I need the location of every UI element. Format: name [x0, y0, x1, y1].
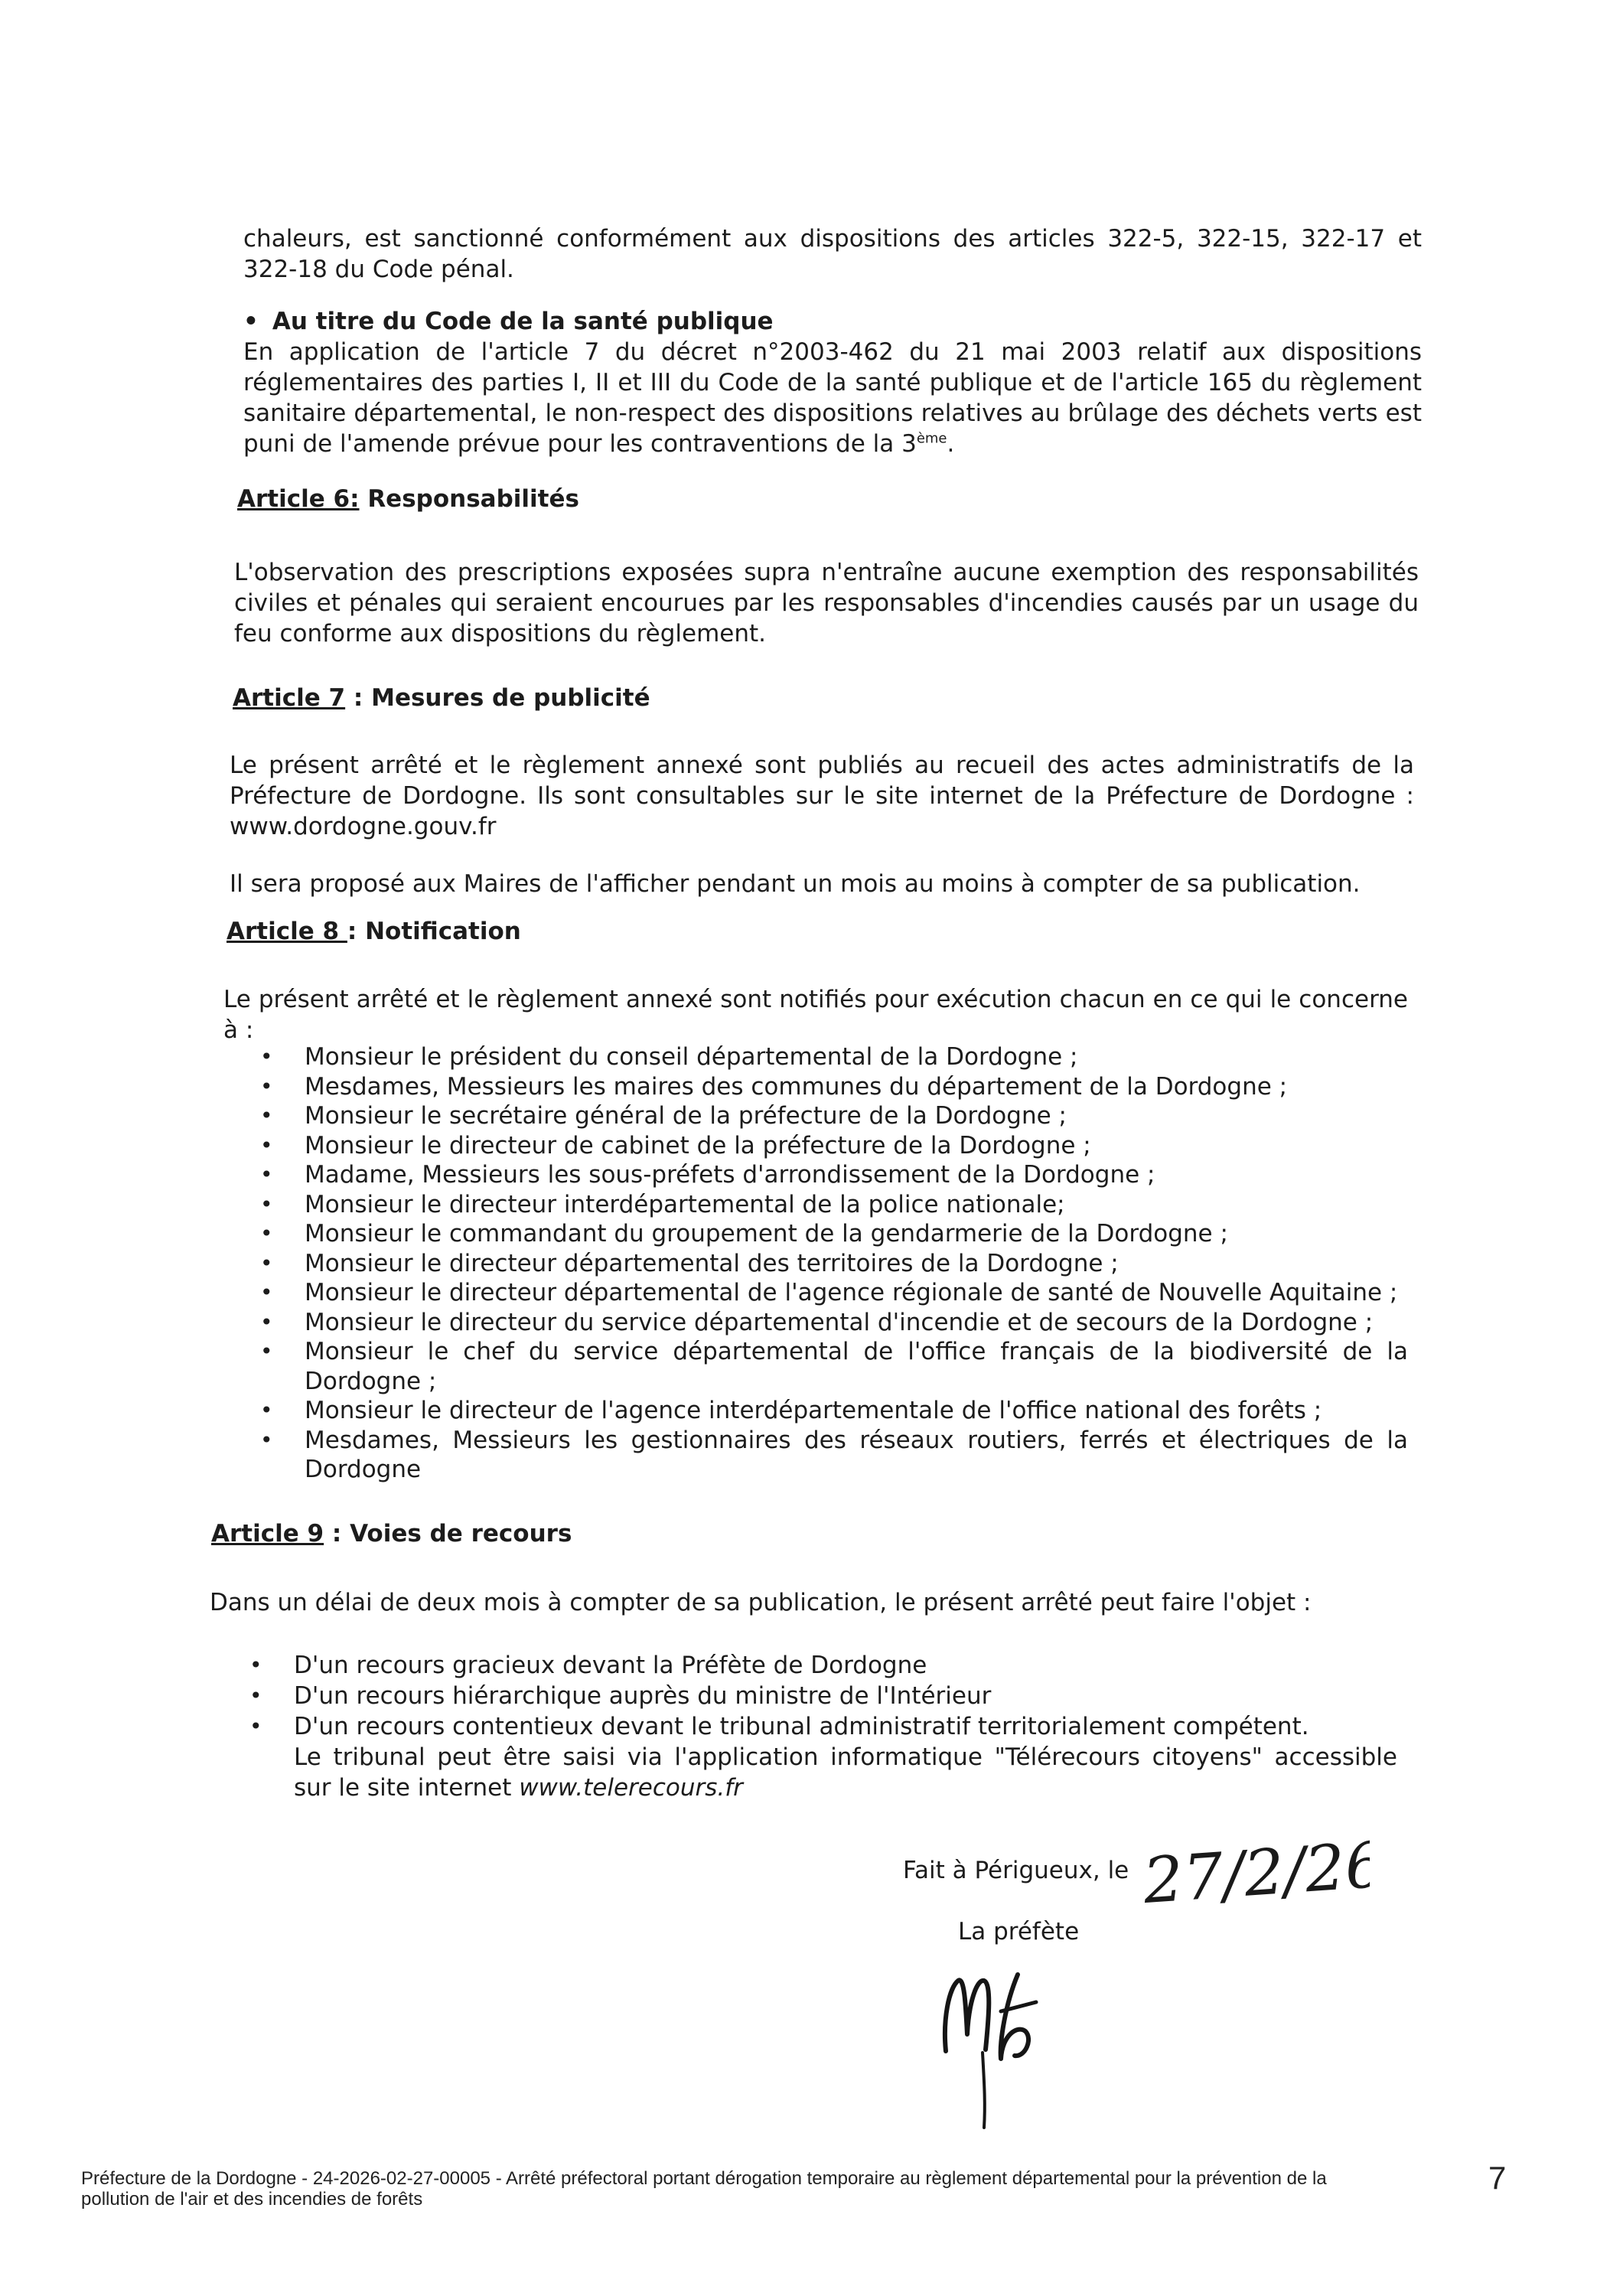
- list-item: • Monsieur le directeur départemental de l'agence régionale de santé de Nouvelle Aquitaine ;: [260, 1278, 1408, 1308]
- list-item: • Monsieur le secrétaire général de la préfecture de la Dordogne ;: [260, 1101, 1408, 1131]
- signature-role: La préfète: [958, 1918, 1080, 1945]
- list-item: • Madame, Messieurs les sous-préfets d'arrondissement de la Dordogne ;: [260, 1160, 1408, 1190]
- signature-icon: [935, 1958, 1088, 2134]
- list-item: • Monsieur le directeur de cabinet de la préfecture de la Dordogne ;: [260, 1131, 1408, 1161]
- handwritten-date: [1140, 1828, 1370, 1919]
- tribunal-text: Le tribunal peut être saisi via l'application informatique "Télérecours citoyens" accessible sur le site internet www.telerecours.fr: [294, 1743, 1397, 1802]
- signature-place: Fait à Périgueux, le: [903, 1857, 1129, 1884]
- article9-recourse-list: [249, 1650, 1397, 1803]
- handwritten-date-svg: [1140, 1828, 1370, 1950]
- sante-heading: • Au titre du Code de la santé publique: [243, 308, 774, 335]
- page-footer: Préfecture de la Dordogne - 24-2026-02-27-00005 - Arrêté préfectoral portant dérogation temporaire au règlement départemental pour la prévention de la pollution de l'air et des incendies de forêts: [81, 2168, 1327, 2210]
- article9-heading: Article 9 : Voies de recours: [211, 1520, 572, 1548]
- telerecours-link[interactable]: www.telerecours.fr: [519, 1774, 743, 1802]
- list-item: • D'un recours contentieux devant le tribunal administratif territorialement compétent.: [249, 1711, 1397, 1742]
- list-item: • Monsieur le président du conseil départemental de la Dordogne ;: [260, 1042, 1408, 1072]
- sante-text: En application de l'article 7 du décret n°2003-462 du 21 mai 2003 relatif aux dispositions réglementaires des parties I, II et III du Code de la santé publique et de l'article 165 du règlement sanitaire départemental, le non-respect des dispositions relatives au brûlage des déchets verts est puni de l'amende prévue pour les contraventions de la 3ème.: [243, 338, 1422, 458]
- list-item: • Monsieur le directeur départemental des territoires de la Dordogne ;: [260, 1249, 1408, 1279]
- list-item: • Monsieur le chef du service départemental de l'office français de la biodiversité de la Dordogne ;: [260, 1337, 1408, 1396]
- list-item: • Monsieur le commandant du groupement de la gendarmerie de la Dordogne ;: [260, 1219, 1408, 1249]
- list-item: • Mesdames, Messieurs les maires des communes du département de la Dordogne ;: [260, 1072, 1408, 1102]
- list-item: • Monsieur le directeur du service départemental d'incendie et de secours de la Dordogne ;: [260, 1308, 1408, 1338]
- article7-heading: Article 7 : Mesures de publicité: [233, 684, 650, 712]
- article6-text: L'observation des prescriptions exposées supra n'entraîne aucune exemption des responsabilités civiles et pénales qui seraient encourues par les responsables d'incendies causés par un usage du feu conforme aux dispositions du règlement.: [234, 559, 1419, 647]
- article7-text2: Il sera proposé aux Maires de l'afficher pendant un mois au moins à compter de sa publication.: [230, 870, 1361, 898]
- list-item: • D'un recours gracieux devant la Préfète de Dordogne: [249, 1650, 1397, 1681]
- list-item: • Monsieur le directeur de l'agence interdépartementale de l'office national des forêts ;: [260, 1396, 1408, 1426]
- list-item: • D'un recours hiérarchique auprès du ministre de l'Intérieur: [249, 1681, 1397, 1711]
- article9-intro: Dans un délai de deux mois à compter de sa publication, le présent arrêté peut faire l'objet :: [210, 1589, 1312, 1616]
- article8-intro: Le présent arrêté et le règlement annexé sont notifiés pour exécution chacun en ce qui le concerne à :: [223, 986, 1408, 1044]
- article6-heading: Article 6: Responsabilités: [237, 485, 579, 513]
- article8-heading: Article 8 : Notification: [227, 918, 521, 945]
- article7-text1: Le présent arrêté et le règlement annexé sont publiés au recueil des actes administratifs de la Préfecture de Dordogne. Ils sont consultables sur le site internet de la Préfecture de Dordogne : www.dordogne.gouv.fr: [230, 752, 1414, 840]
- list-item: • Mesdames, Messieurs les gestionnaires des réseaux routiers, ferrés et électriques de la Dordogne: [260, 1426, 1408, 1485]
- handwritten-date-text: 27/2/26: [1141, 1828, 1370, 1919]
- sante-section: [243, 306, 1422, 459]
- bullet-icon: •: [243, 308, 259, 335]
- page-number: 7: [1488, 2160, 1507, 2196]
- list-item: • Monsieur le directeur interdépartemental de la police nationale;: [260, 1190, 1408, 1220]
- intro-continuation: chaleurs, est sanctionné conformément aux dispositions des articles 322-5, 322-15, 322-17 et 322-18 du Code pénal.: [243, 225, 1422, 283]
- article8-recipient-list: [260, 1042, 1408, 1485]
- signature-mark: [935, 1958, 1088, 2134]
